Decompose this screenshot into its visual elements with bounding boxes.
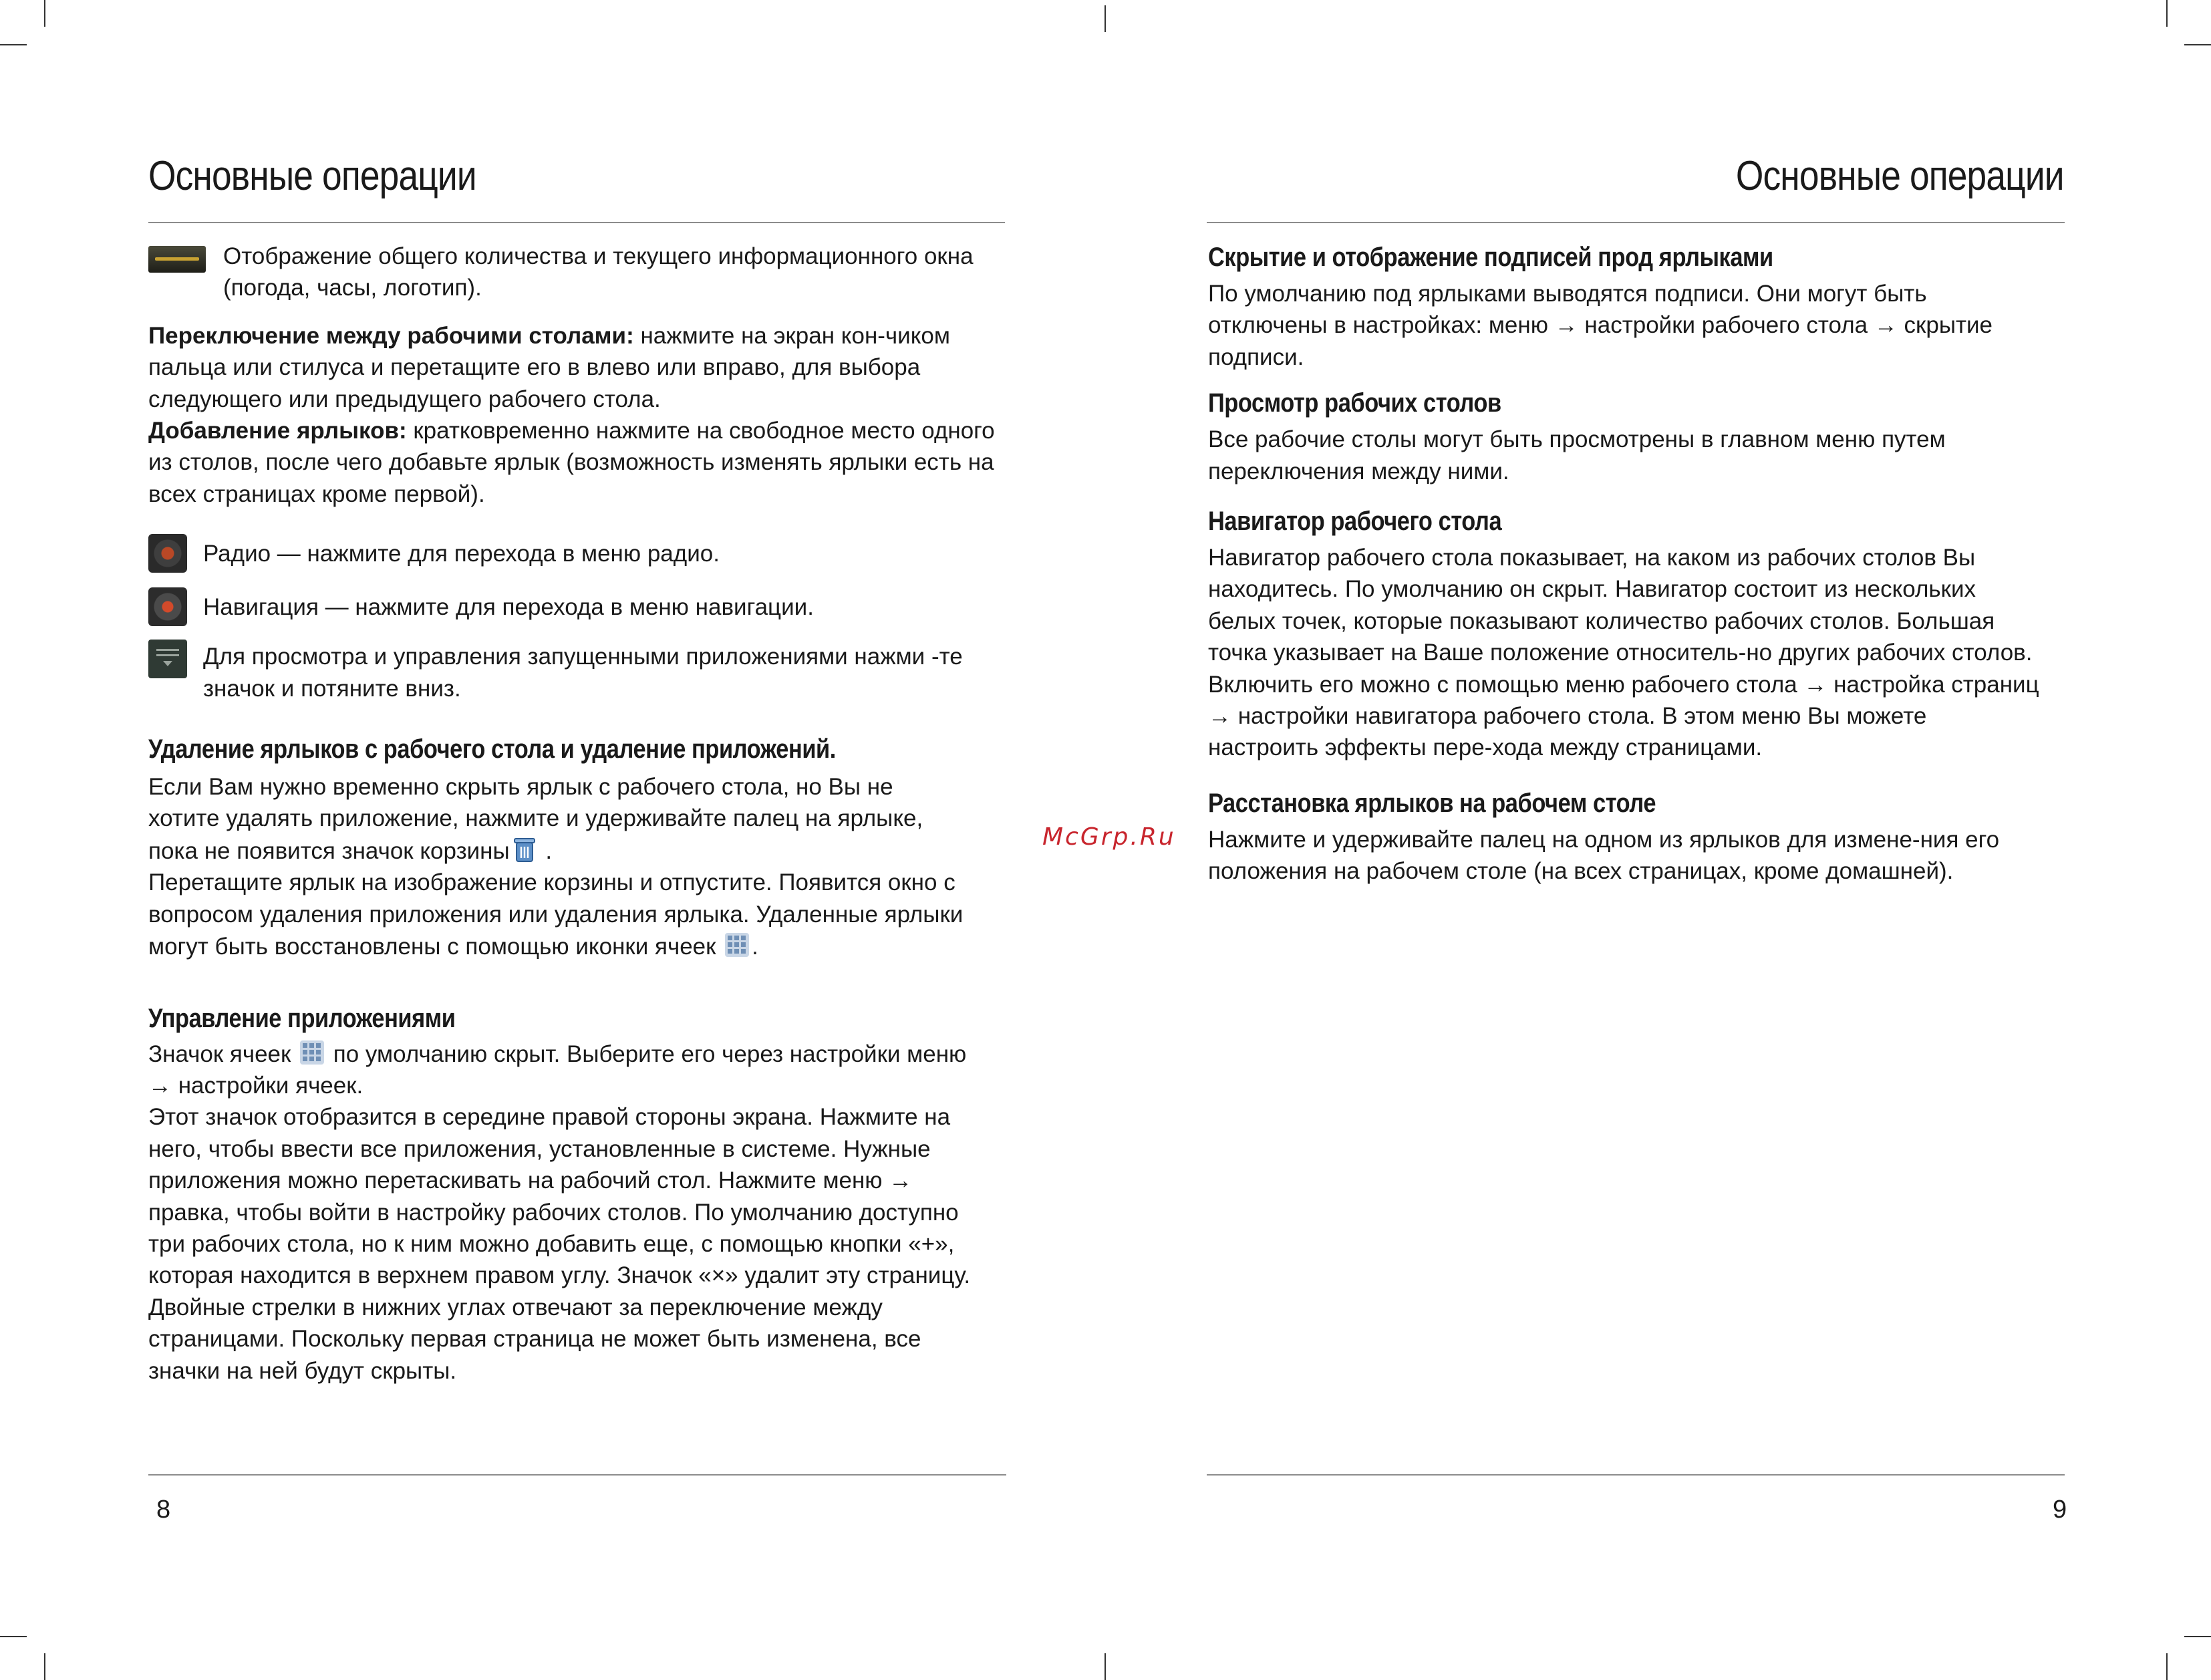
- navigation-text: Навигация — нажмите для перехода в меню навигации.: [203, 594, 814, 621]
- crop-mark: [2166, 0, 2168, 27]
- footer-rule-right: [1207, 1474, 2065, 1476]
- navigator-heading: Навигатор рабочего стола: [1208, 507, 1502, 537]
- apps-row: [148, 640, 1010, 704]
- left-page-content: [148, 241, 1010, 1387]
- crop-mark: [44, 1653, 45, 1680]
- footer-rule-left: [148, 1474, 1006, 1476]
- page-title-left: Основные операции: [148, 153, 476, 199]
- add-paragraph: [148, 415, 1010, 510]
- widget-row: [148, 241, 1010, 304]
- watermark: McGrp.Ru: [1042, 823, 1176, 851]
- view-desktops-heading: Просмотр рабочих столов: [1208, 388, 1501, 418]
- running-apps-icon: [148, 640, 187, 678]
- manage-heading: Управление приложениями: [148, 1003, 456, 1033]
- delete-paragraph-2: Перетащите ярлык на изображение корзины и отпустите. Появится окно с вопросом удаления приложения или удаления ярлыка. Удаленные ярлыки могут быть восстановлены с помощью иконки ячеек .: [148, 869, 964, 960]
- crop-mark: [0, 1636, 27, 1637]
- arrange-heading: Расстановка ярлыков на рабочем столе: [1208, 788, 1656, 818]
- navigation-row: [148, 587, 1010, 626]
- crop-mark: [44, 0, 45, 27]
- switch-paragraph: [148, 320, 1010, 415]
- arrange-text: Нажмите и удерживайте палец на одном из ярлыков для измене-ния его положения на рабочем столе (на всех страницах, кроме домашней).: [1208, 826, 2000, 885]
- crop-mark: [2184, 1636, 2211, 1637]
- manage-paragraph-1: Значок ячеек по умолчанию скрыт. Выберите его через настройки меню → настройки ячеек.: [148, 1038, 984, 1102]
- widget-text: Отображение общего количества и текущего информационного окна (погода, часы, логотип).: [223, 243, 974, 301]
- delete-heading: Удаление ярлыков с рабочего стола и удаление приложений.: [148, 734, 836, 764]
- radio-row: [148, 534, 1010, 573]
- navigator-text: Навигатор рабочего стола показывает, на каком из рабочих столов Вы находитесь. По умолчанию он скрыт. Навигатор состоит из нескольких белых точек, которые показывают количество рабочих столов. Большая точка указывает на Ваше положение относитель-но других рабочих столов. Включить его можно с помощью меню рабочего стола → настройка страниц → настройки навигатора рабочего стола. В этом меню Вы можете настроить эффекты пере-хода между страницами.: [1208, 545, 2039, 761]
- switch-label: Переключение между рабочими столами:: [148, 322, 634, 349]
- add-text: кратковременно нажмите на свободное место одного из столов, после чего добавьте ярлык (возможность изменять ярлыки есть на всех страницах кроме первой).: [148, 418, 995, 507]
- grid-icon: [297, 1038, 327, 1065]
- delete-paragraph-1: Если Вам нужно временно скрыть ярлык с рабочего стола, но Вы не хотите удалять приложение, нажмите и удерживайте палец на ярлыке, пока не появится значок корзины .: [148, 774, 923, 864]
- hide-labels-heading: Скрытие и отображение подписей прод ярлыками: [1208, 243, 1773, 272]
- header-rule-left: [148, 222, 1005, 223]
- grid-icon: [722, 930, 752, 957]
- page-number-left: 8: [156, 1496, 171, 1524]
- manage-paragraph-2: Этот значок отобразится в середине правой стороны экрана. Нажмите на него, чтобы ввести все приложения, установленные в системе. Нужные приложения можно перетаскивать на рабочий стол. Нажмите меню → правка, чтобы войти в настройку рабочих столов. По умолчанию доступно три рабочих стола, но к ним можно добавить еще, с помощью кнопки «+», которая находится в верхнем правом углу. Значок «×» удалит эту страницу. Двойные стрелки в нижних углах отвечают за переключение между страницами. Поскольку первая страница не может быть изменена, все значки на ней будут скрыты.: [148, 1104, 971, 1384]
- page-number-right: 9: [2053, 1496, 2067, 1524]
- crop-mark: [2184, 44, 2211, 45]
- page-title-right: Основные операции: [1736, 153, 2064, 199]
- crop-mark: [0, 44, 27, 45]
- crop-mark: [2166, 1653, 2168, 1680]
- right-page-content: [1208, 241, 2063, 887]
- view-desktops-text: Все рабочие столы могут быть просмотрены в главном меню путем переключения между ними.: [1208, 426, 1946, 484]
- widget-icon: [148, 246, 206, 273]
- header-rule-right: [1207, 222, 2065, 223]
- hide-labels-text: По умолчанию под ярлыками выводятся подписи. Они могут быть отключены в настройках: меню → настройки рабочего стола → скрытие подписи.: [1208, 281, 1993, 370]
- crop-mark: [1104, 1653, 1106, 1680]
- switch-text: нажмите на экран кон-чиком пальца или стилуса и перетащите его в влево или вправо, для выбора следующего или предыдущего рабочего стола.: [148, 322, 950, 412]
- navigation-icon: [148, 587, 187, 626]
- radio-text: Радио — нажмите для перехода в меню радио.: [203, 541, 720, 567]
- running-apps-text: Для просмотра и управления запущенными приложениями нажми -те значок и потяните вниз.: [203, 644, 963, 702]
- trash-icon: [510, 835, 539, 861]
- crop-mark: [1104, 5, 1106, 32]
- radio-icon: [148, 534, 187, 573]
- add-label: Добавление ярлыков:: [148, 418, 407, 444]
